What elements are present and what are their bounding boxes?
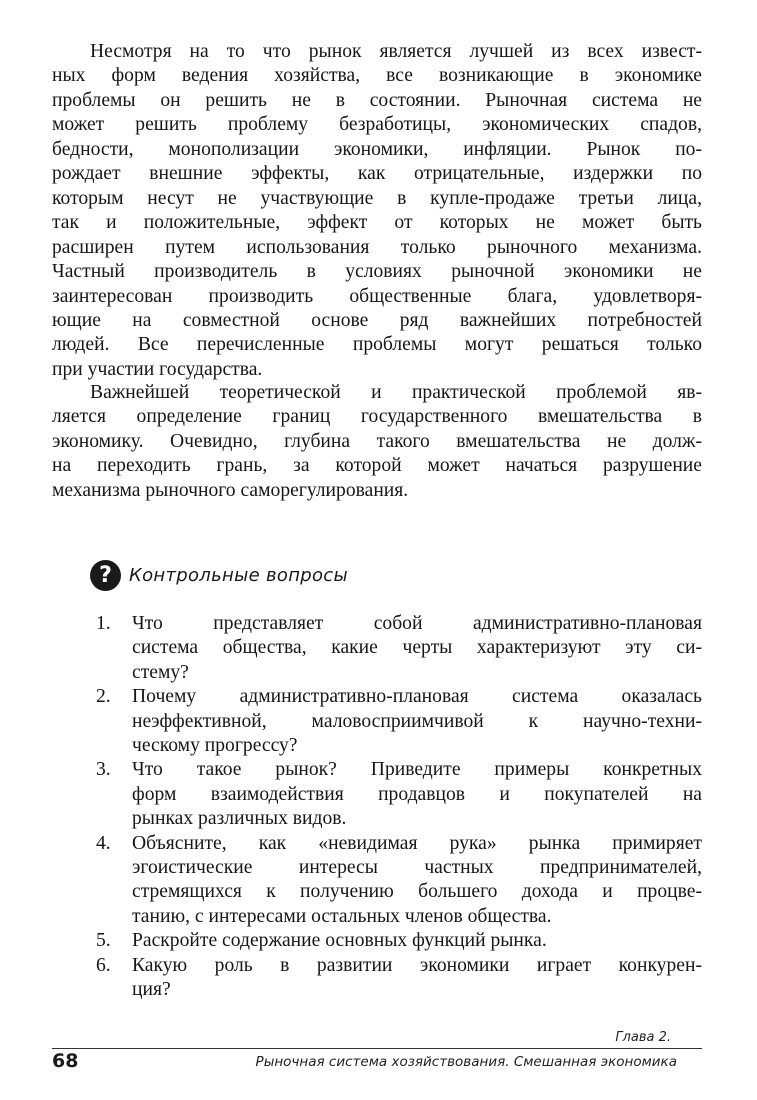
question-text: [132, 832, 702, 930]
text-line: форм взаимодействия продавцов и покупателей на: [132, 783, 702, 805]
question-item: [96, 954, 702, 1003]
chapter-label: Глава 2.: [615, 1030, 671, 1045]
text-line: стему?: [132, 661, 189, 683]
footer-divider: [52, 1048, 702, 1049]
text-line: расширен путем использования только рыночного механизма.: [52, 236, 702, 258]
section-title: Контрольные вопросы: [129, 565, 349, 586]
question-mark-icon: ?: [90, 560, 121, 591]
body-paragraph-1: [52, 40, 702, 382]
question-item: [96, 929, 702, 953]
text-line: танию, с интересами остальных членов общества.: [132, 905, 552, 927]
question-item: [96, 832, 702, 930]
text-line: экономику. Очевидно, глубина такого вмешательства не долж-: [52, 430, 702, 452]
question-text: [132, 929, 702, 953]
question-number: 6.: [96, 954, 111, 976]
text-line: ющие на совместной основе ряд важнейших потребностей: [52, 309, 702, 331]
text-line: механизма рыночного саморегулирования.: [52, 479, 409, 501]
text-line: Что представляет собой административно-плановая: [132, 613, 702, 634]
text-line: Какую роль в развитии экономики играет конкурен-: [132, 954, 702, 976]
question-text: [132, 954, 702, 1003]
text-line: Частный производитель в условиях рыночной экономики не: [52, 261, 702, 283]
running-title: Рыночная система хозяйствования. Смешанная экономика: [255, 1054, 677, 1070]
text-line: которым несут не участвующие в купле-продаже третьи лица,: [52, 187, 702, 209]
question-number: 2.: [96, 686, 111, 708]
question-number: 5.: [96, 930, 111, 952]
questions-list: [96, 612, 702, 1003]
text-line: Почему административно-плановая система оказалась: [132, 686, 702, 708]
text-line: эгоистические интересы частных предпринимателей,: [132, 857, 702, 879]
text-line: неэффективной, маловосприимчивой к научно-техни-: [132, 710, 702, 732]
question-text: [132, 758, 702, 831]
text-line: Важнейшей теоретической и практической проблемой яв-: [90, 382, 702, 403]
text-line: на переходить грань, за которой может начаться разрушение: [52, 455, 702, 477]
text-line: может решить проблему безработицы, экономических спадов,: [52, 114, 702, 136]
text-line: Раскройте содержание основных функций рынка.: [132, 930, 547, 952]
text-line: ция?: [132, 979, 171, 1001]
question-number: 1.: [96, 613, 111, 634]
text-line: заинтересован производить общественные блага, удовлетворя-: [52, 285, 702, 307]
body-paragraph-2: [52, 381, 702, 503]
question-item: [96, 758, 702, 831]
question-item: [96, 685, 702, 758]
text-line: Что такое рынок? Приведите примеры конкретных: [132, 759, 702, 781]
page-number: 68: [52, 1050, 79, 1072]
text-line: рождает внешние эффекты, как отрицательные, издержки по: [52, 163, 702, 185]
text-line: бедности, монополизации экономики, инфляции. Рынок по-: [52, 138, 702, 160]
text-line: стремящихся к получению большего дохода и процве-: [132, 881, 702, 903]
question-text: [132, 612, 702, 685]
text-line: людей. Все перечисленные проблемы могут решаться только: [52, 334, 702, 356]
text-line: проблемы он решить не в состоянии. Рыночная система не: [52, 89, 702, 111]
question-number: 3.: [96, 759, 111, 781]
text-line: ческому прогрессу?: [132, 735, 298, 757]
question-number: 4.: [96, 832, 111, 854]
question-item: [96, 612, 702, 685]
text-line: рынках различных видов.: [132, 808, 347, 830]
question-text: [132, 685, 702, 758]
text-line: система общества, какие черты характеризуют эту си-: [132, 637, 702, 659]
section-heading: [90, 560, 348, 591]
text-line: так и положительные, эффект от которых не может быть: [52, 212, 702, 234]
text-line: ляется определение границ государственного вмешательства в: [52, 406, 702, 428]
text-line: ных форм ведения хозяйства, все возникающие в экономике: [52, 65, 702, 87]
text-line: Несмотря на то что рынок является лучшей из всех извест-: [90, 41, 702, 62]
text-line: при участии государства.: [52, 358, 263, 380]
text-line: Объясните, как «невидимая рука» рынка примиряет: [132, 832, 702, 854]
